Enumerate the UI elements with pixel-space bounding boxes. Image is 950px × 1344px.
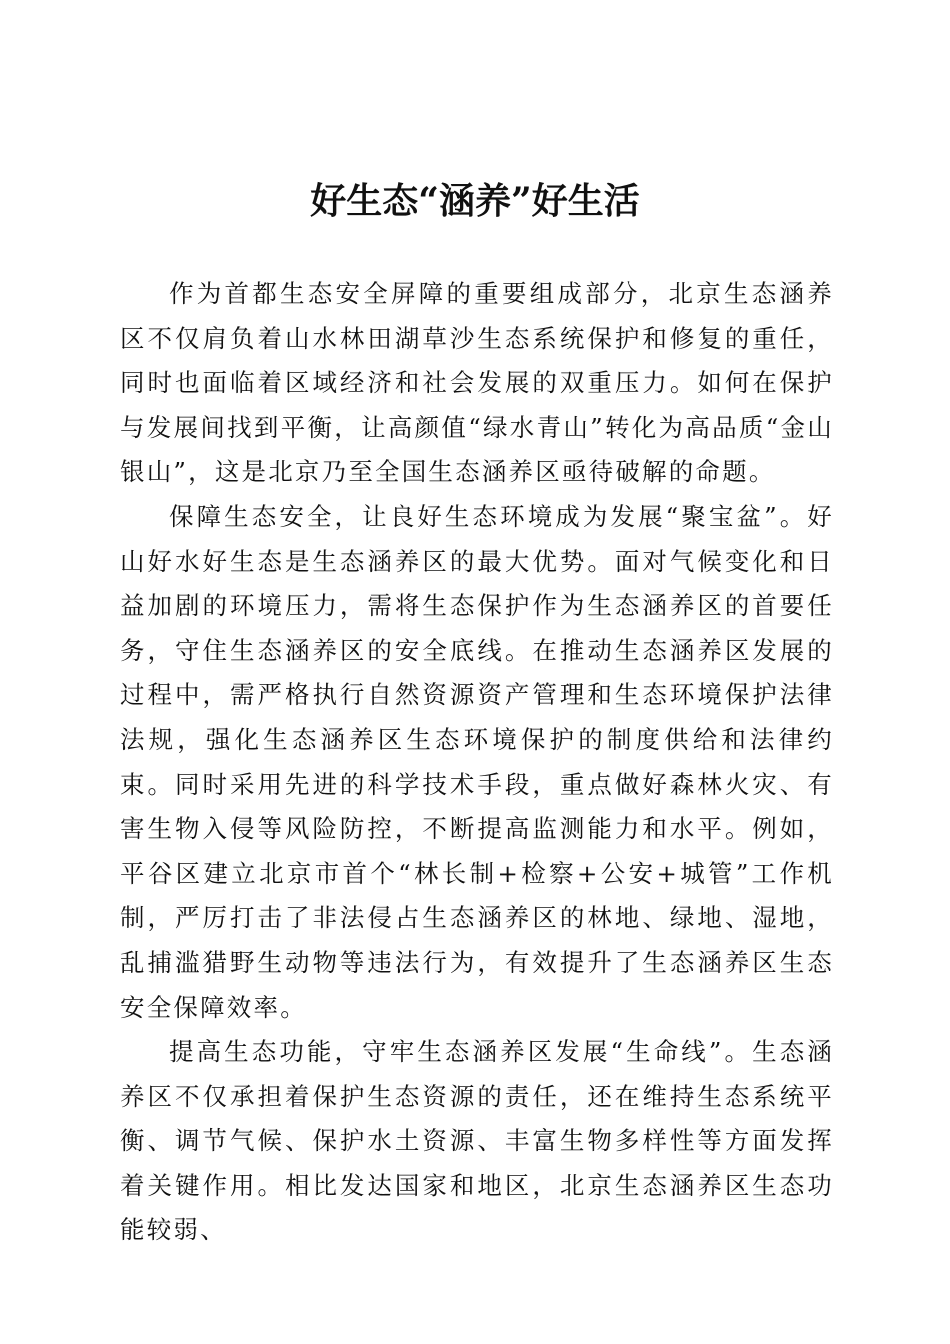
paragraph: 作为首都生态安全屏障的重要组成部分，北京生态涵养区不仅肩负着山水林田湖草沙生态系统保护和修复的重任，同时也面临着区域经济和社会发展的双重压力。如何在保护与发展间找到平衡，让高颜值“绿水青山”转化为高品质“金山银山”，这是北京乃至全国生态涵养区亟待破解的命题。 <box>120 279 834 487</box>
paragraph: 保障生态安全，让良好生态环境成为发展“聚宝盆”。好山好水好生态是生态涵养区的最大优势。面对气候变化和日益加剧的环境压力，需将生态保护作为生态涵养区的首要任务，守住生态涵养区的安全底线。在推动生态涵养区发展的过程中，需严格执行自然资源资产管理和生态环境保护法律法规，强化生态涵养区生态环境保护的制度供给和法律约束。同时采用先进的科学技术手段，重点做好森林火灾、有害生物入侵等风险防控，不断提高监测能力和水平。例如，平谷区建立北京市首个“林长制+检察+公安+城管”工作机制，严厉打击了非法侵占生态涵养区的林地、绿地、湿地，乱捕滥猎野生动物等违法行为，有效提升了生态涵养区生态安全保障效率。 <box>120 501 834 1022</box>
document-body <box>120 272 834 1253</box>
document-title: 好生态“涵养”好生活 <box>310 180 640 222</box>
paragraph: 提高生态功能，守牢生态涵养区发展“生命线”。生态涵养区不仅承担着保护生态资源的责任，还在维持生态系统平衡、调节气候、保护水土资源、丰富生物多样性等方面发挥着关键作用。相比发达国家和地区，北京生态涵养区生态功能较弱、 <box>120 1037 834 1245</box>
